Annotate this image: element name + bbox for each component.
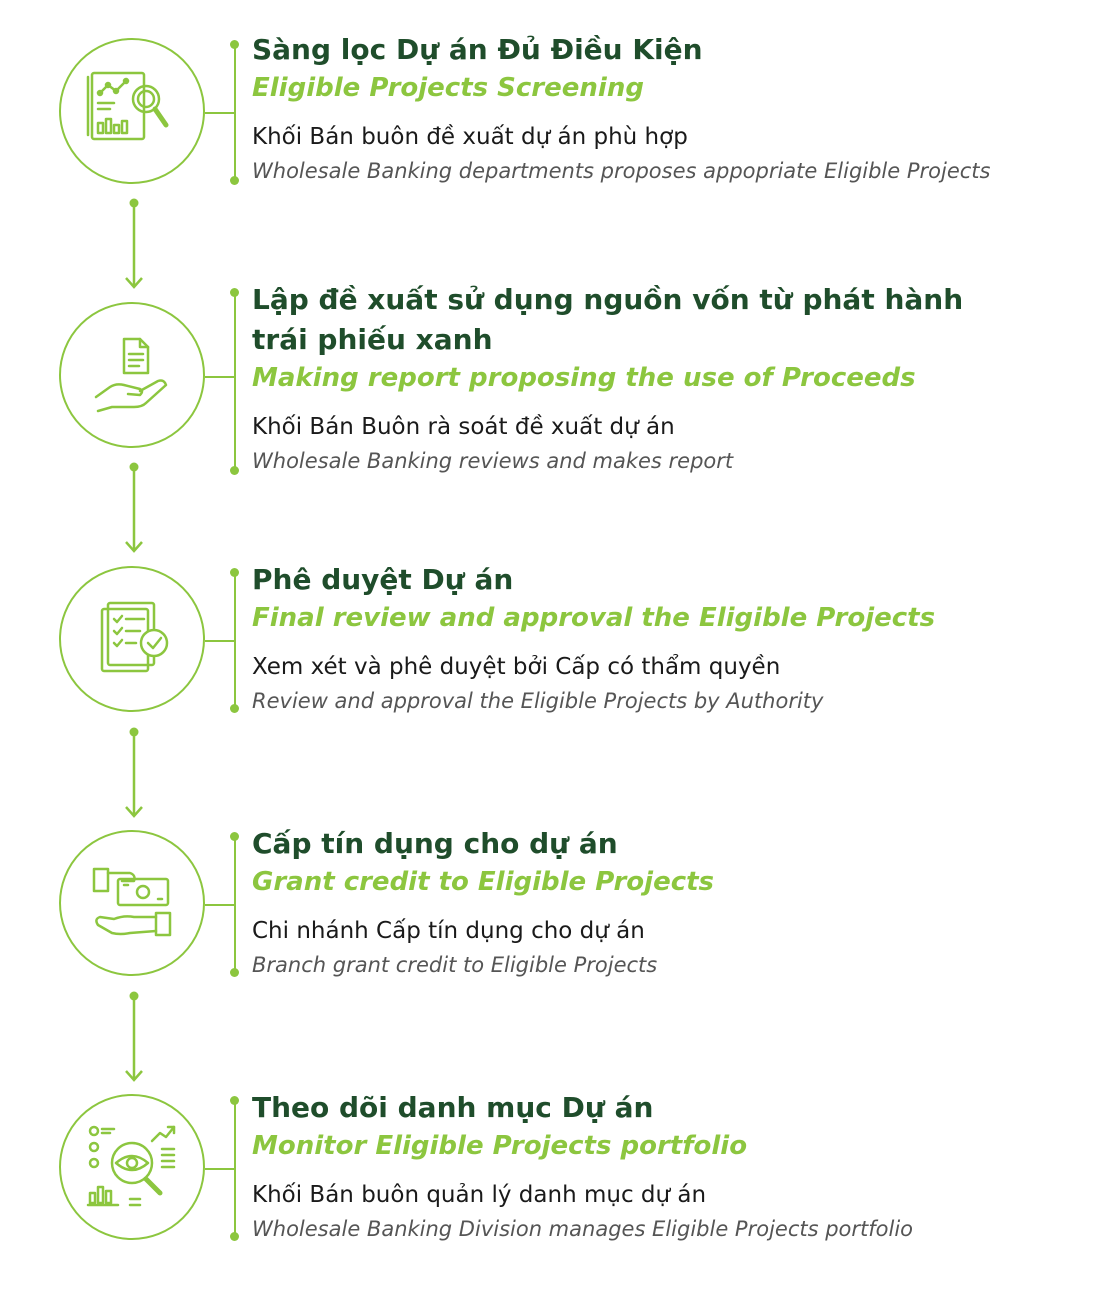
- step-2-desc-vn: Khối Bán Buôn rà soát đề xuất dự án: [252, 414, 675, 440]
- step-5-timeline-top-dot: [230, 1096, 239, 1105]
- step-4-title-en: Grant credit to Eligible Projects: [252, 867, 715, 897]
- step-3-desc-en: Review and approval the Eligible Projects by Authority: [252, 689, 824, 713]
- step-4-connector: [205, 904, 234, 906]
- step-4-text: [252, 824, 1074, 982]
- step-3-text: [252, 560, 1074, 718]
- step-4-icon-circle: [59, 830, 205, 976]
- step-5-timeline-bottom-dot: [230, 1232, 239, 1241]
- step-4-desc-en: Branch grant credit to Eligible Projects: [252, 953, 658, 977]
- step-4-title-vn: Cấp tín dụng cho dự án: [252, 827, 618, 860]
- step-5-desc-vn: Khối Bán buôn quản lý danh mục dự án: [252, 1182, 707, 1208]
- step-1-desc-vn: Khối Bán buôn đề xuất dự án phù hợp: [252, 124, 688, 150]
- step-2-title-en: Making report proposing the use of Proceeds: [252, 363, 916, 393]
- step-1-timeline-top-dot: [230, 40, 239, 49]
- step-2-timeline: [234, 292, 236, 470]
- step-2-text: [252, 280, 1074, 478]
- money-hand-icon: [84, 855, 180, 951]
- step-3-title-en: Final review and approval the Eligible Projects: [252, 603, 936, 633]
- report-search-icon: [84, 63, 180, 159]
- step-3-timeline-bottom-dot: [230, 704, 239, 713]
- step-3-title-vn: Phê duyệt Dự án: [252, 563, 514, 596]
- step-3-timeline: [234, 572, 236, 708]
- monitor-eye-icon: [84, 1119, 180, 1215]
- step-1-text: [252, 30, 1074, 188]
- step-1-title-en: Eligible Projects Screening: [252, 73, 644, 103]
- step-2-timeline-top-dot: [230, 288, 239, 297]
- step-5-timeline: [234, 1100, 236, 1236]
- step-3-connector: [205, 640, 234, 642]
- step-4-timeline-top-dot: [230, 832, 239, 841]
- step-2-timeline-bottom-dot: [230, 466, 239, 475]
- step-5-title-vn: Theo dõi danh mục Dự án: [252, 1091, 654, 1124]
- step-5-text: [252, 1088, 1074, 1246]
- step-1-connector: [205, 112, 234, 114]
- step-1-timeline: [234, 44, 236, 180]
- hand-document-icon: [84, 327, 180, 423]
- step-2-title-vn: Lập đề xuất sử dụng nguồn vốn từ phát hành trái phiếu xanh: [252, 283, 964, 356]
- arrow-down-icon: [124, 198, 144, 290]
- step-2-icon-circle: [59, 302, 205, 448]
- step-4-timeline: [234, 836, 236, 972]
- step-3-timeline-top-dot: [230, 568, 239, 577]
- checklist-approval-icon: [84, 591, 180, 687]
- arrow-down-icon: [124, 991, 144, 1083]
- arrow-down-icon: [124, 727, 144, 819]
- step-5-title-en: Monitor Eligible Projects portfolio: [252, 1131, 748, 1161]
- step-4-desc-vn: Chi nhánh Cấp tín dụng cho dự án: [252, 918, 645, 944]
- step-5-icon-circle: [59, 1094, 205, 1240]
- step-5-connector: [205, 1168, 234, 1170]
- step-3-desc-vn: Xem xét và phê duyệt bởi Cấp có thẩm quyền: [252, 654, 781, 680]
- step-5-desc-en: Wholesale Banking Division manages Eligible Projects portfolio: [252, 1217, 914, 1241]
- step-1-title-vn: Sàng lọc Dự án Đủ Điều Kiện: [252, 33, 703, 66]
- step-3-icon-circle: [59, 566, 205, 712]
- step-1-icon-circle: [59, 38, 205, 184]
- step-1-desc-en: Wholesale Banking departments proposes appopriate Eligible Projects: [252, 159, 991, 183]
- step-2-connector: [205, 376, 234, 378]
- step-2-desc-en: Wholesale Banking reviews and makes report: [252, 449, 734, 473]
- step-4-timeline-bottom-dot: [230, 968, 239, 977]
- arrow-down-icon: [124, 462, 144, 554]
- step-1-timeline-bottom-dot: [230, 176, 239, 185]
